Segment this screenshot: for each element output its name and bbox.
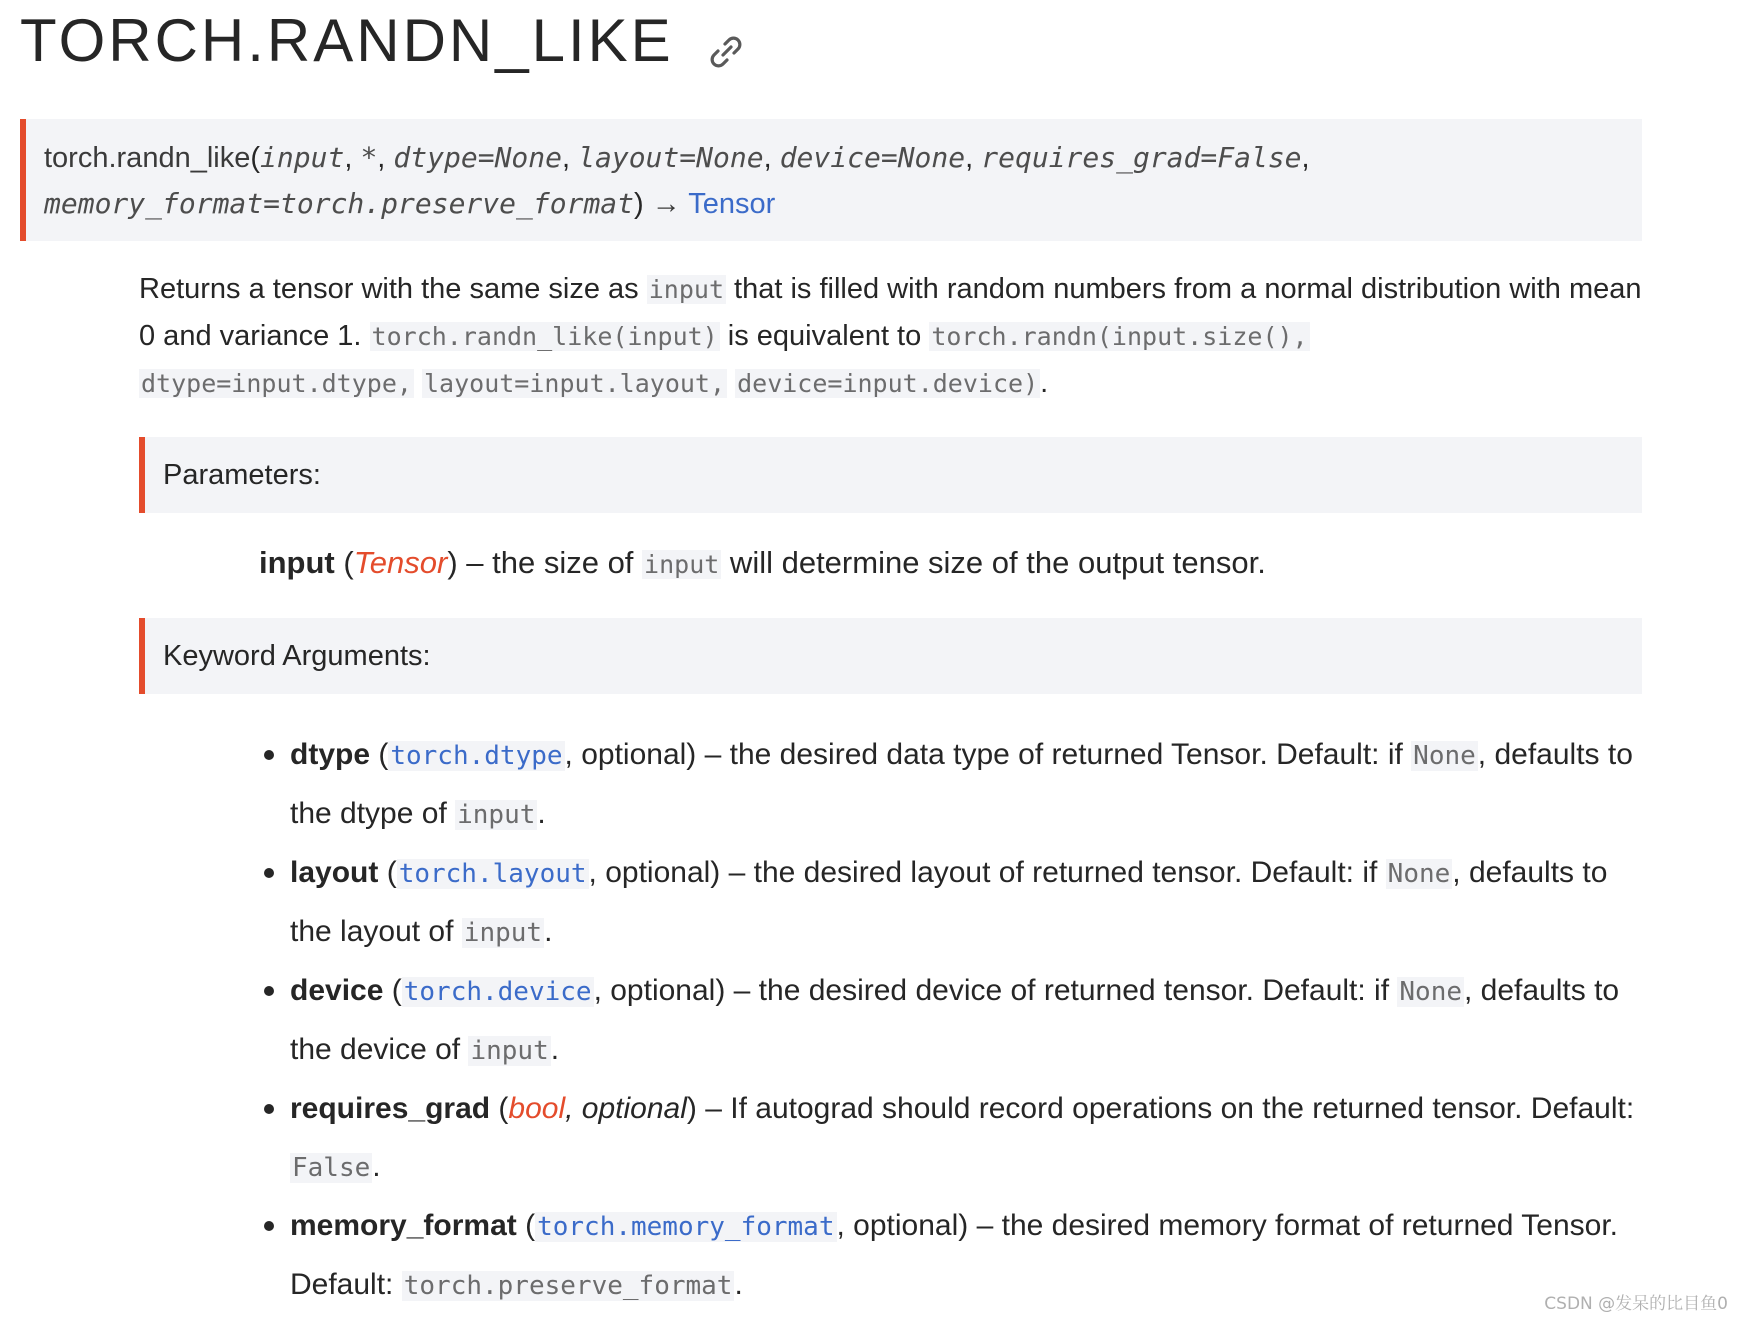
inline-code: torch.randn(input.size(), [931,322,1308,351]
signature-line-2 [44,181,1642,227]
parameters-heading: Parameters: [139,437,1642,513]
keyword-arguments-list [290,726,1650,1315]
bullet [264,750,274,760]
kwarg-dtype: dtype (torch.dtype, optional) – the desired data type of returned Tensor. Default: if None, defaults to the dtype of input. [290,726,1650,844]
bullet [264,1221,274,1231]
param-requires-grad: requires_grad=False [981,141,1302,174]
inline-code: False [292,1153,371,1183]
inline-code: input [470,1036,549,1066]
kwarg-requires-grad: requires_grad (bool, optional) – If autograd should record operations on the returned tensor. Default: False. [290,1080,1650,1197]
inline-code: input [648,275,724,304]
param-type-link[interactable]: Tensor [353,545,448,580]
inline-code: torch.randn_like(input) [371,322,718,351]
page-title [20,6,748,75]
type-link[interactable]: bool [508,1092,566,1125]
inline-code: torch.preserve_format [403,1271,733,1301]
keyword-arguments-heading: Keyword Arguments: [139,618,1642,694]
param-name: input [259,545,335,580]
signature-line-1: torch.randn_like(input, *, dtype=None, layout=None, device=None, requires_grad=False, [44,141,1310,174]
type-link[interactable]: torch.dtype [390,741,563,771]
type-link[interactable]: torch.layout [398,859,587,889]
inline-code: layout=input.layout, [424,369,726,398]
bullet [264,1104,274,1114]
parameter-input: input (Tensor) – the size of input will determine size of the output tensor. [259,545,1266,580]
open-paren: ( [250,142,261,174]
inline-code: input [463,918,543,948]
function-description: Returns a tensor with the same size as input that is filled with random numbers from a normal distribution with mean 0 and variance 1. torch.randn_like(input) is equivalent to torch.randn(input.size(), dtype=input.dtype, layout=input.layout, device=input.device). [139,273,1642,399]
function-signature [20,119,1642,241]
kwarg-layout: layout (torch.layout, optional) – the desired layout of returned tensor. Default: if None, defaults to the layout of input. [290,844,1650,962]
close-paren: ) [634,188,644,220]
bullet [264,868,274,878]
watermark: CSDN @发呆的比目鱼0 [1544,1294,1728,1314]
param-dtype: dtype=None [393,141,562,174]
link-icon[interactable] [704,19,748,63]
type-link[interactable]: torch.device [403,977,592,1007]
inline-code: dtype=input.dtype, [141,369,412,398]
inline-code: device=input.device) [737,369,1039,398]
inline-code: None [1387,859,1451,889]
kwarg-device: device (torch.device, optional) – the desired device of returned tensor. Default: if None, defaults to the device of input. [290,962,1650,1080]
return-type-link[interactable]: Tensor [688,188,776,220]
bullet [264,986,274,996]
return-arrow: → [651,188,681,220]
param-memory-format: memory_format=torch.preserve_format [44,187,635,220]
param-device: device=None [779,141,966,174]
type-link[interactable]: torch.memory_format [537,1212,835,1242]
inline-code: input [644,550,720,579]
param-layout: layout=None [578,141,764,174]
inline-code: input [457,800,536,830]
inline-code: None [1413,741,1476,771]
param-star: * [360,141,378,174]
function-name: torch.randn_like [44,142,251,174]
inline-code: None [1399,977,1463,1007]
param-input: input [260,141,345,174]
kwarg-memory-format: memory_format (torch.memory_format, optional) – the desired memory format of returned Tensor. Default: torch.preserve_format. [290,1197,1650,1315]
page-title-text: TORCH.RANDN_LIKE [20,7,674,74]
